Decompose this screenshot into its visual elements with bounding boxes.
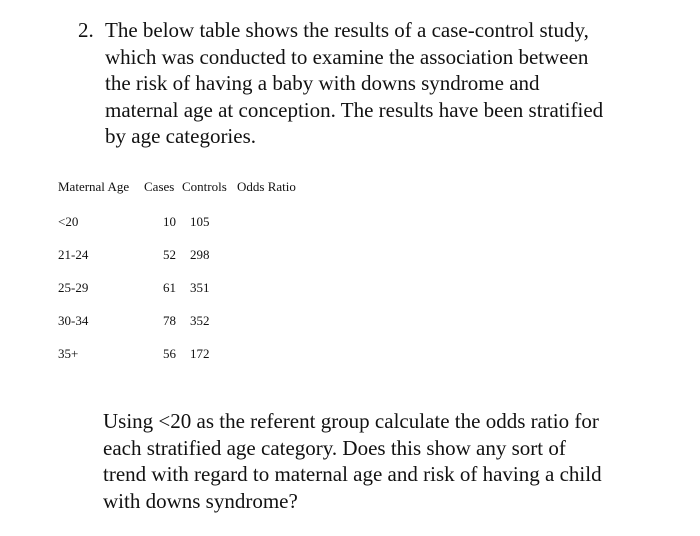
table-row xyxy=(58,199,317,238)
instruction-text: Using <20 as the referent group calculate the odds ratio for each stratified age category. Does this show any sort of trend with regard to maternal age and risk of having a child with downs syndrome? xyxy=(103,409,602,513)
odds-ratio-cell xyxy=(237,337,317,370)
odds-ratio-cell xyxy=(237,304,317,337)
cases-cell: 61 xyxy=(163,279,176,295)
cases-cell: 56 xyxy=(163,345,176,361)
age-cell: 21-24 xyxy=(58,246,89,262)
controls-cell: 351 xyxy=(190,279,210,295)
controls-cell: 352 xyxy=(190,312,210,328)
header-controls: Controls xyxy=(182,179,227,194)
table-header-row xyxy=(58,179,317,199)
table-row xyxy=(58,337,317,370)
odds-ratio-cell xyxy=(237,238,317,271)
odds-ratio-cell xyxy=(237,271,317,304)
odds-ratio-cell xyxy=(237,199,317,238)
question-block xyxy=(78,17,668,150)
question-text: The below table shows the results of a case-control study, which was conducted to examine the association between the risk of having a baby with downs syndrome and maternal age at conception. The results have been stratified by age categories. xyxy=(105,18,604,148)
controls-cell: 172 xyxy=(190,345,210,361)
controls-cell: 298 xyxy=(190,246,210,262)
age-cell: 35+ xyxy=(58,345,79,361)
table-row xyxy=(58,271,317,304)
question-number: 2. xyxy=(78,18,94,42)
table-row xyxy=(58,238,317,271)
cases-cell: 52 xyxy=(163,246,176,262)
age-cell: 25-29 xyxy=(58,279,89,295)
header-maternal-age: Maternal Age xyxy=(58,179,130,194)
header-odds-ratio: Odds Ratio xyxy=(237,179,296,194)
age-cell: 30-34 xyxy=(58,312,89,328)
case-control-table xyxy=(58,179,317,370)
header-cases: Cases xyxy=(144,179,175,194)
cases-cell: 10 xyxy=(163,213,176,229)
cases-cell: 78 xyxy=(163,312,176,328)
age-cell: <20 xyxy=(58,213,79,229)
controls-cell: 105 xyxy=(190,213,210,229)
table-row xyxy=(58,304,317,337)
